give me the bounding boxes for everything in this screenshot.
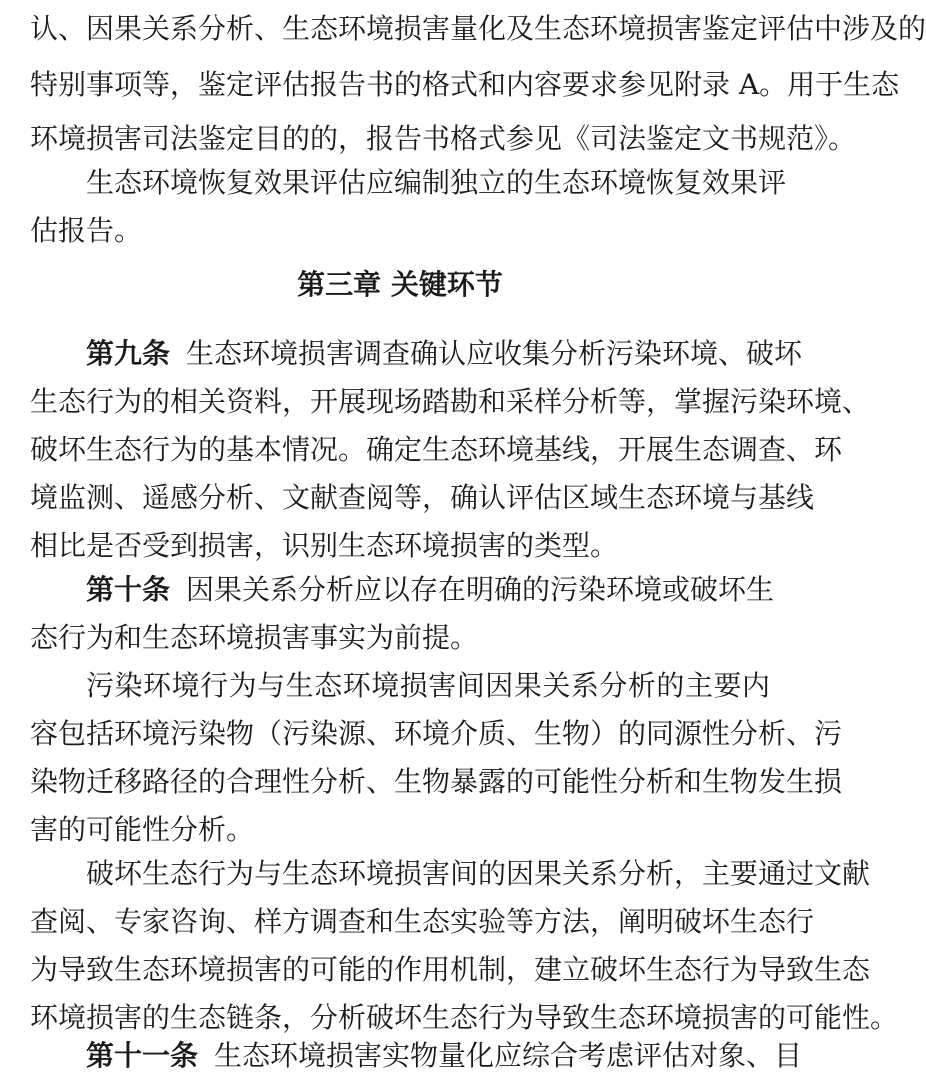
body-line: 环境损害的生态链条，分析破坏生态行为导致生态环境损害的可能性。 [30,1001,899,1034]
article-first-line [86,335,803,373]
body-line: 生态环境恢复效果评估应编制独立的生态环境恢复效果评 [86,166,787,199]
document-page [30,0,926,1072]
body-line: 容包括环境污染物（污染源、环境介质、生物）的同源性分析、污 [30,717,843,750]
body-line: 境监测、遥感分析、文献查阅等，确认评估区域生态环境与基线 [30,481,815,514]
body-line: 污染环境行为与生态环境损害间因果关系分析的主要内 [86,669,770,702]
body-line: 破坏生态行为的基本情况。确定生态环境基线，开展生态调查、环 [30,433,843,466]
body-line: 特别事项等，鉴定评估报告书的格式和内容要求参见附录 A。用于生态 [30,68,900,101]
body-line: 染物迁移路径的合理性分析、生物暴露的可能性分析和生物发生损 [30,765,843,798]
article-text: 因果关系分析应以存在明确的污染环境或破坏生 [186,573,775,606]
body-line: 相比是否受到损害，识别生态环境损害的类型。 [30,529,619,562]
body-line: 估报告。 [30,214,143,247]
article-number: 第十条 [86,573,171,606]
body-line: 认、因果关系分析、生态环境损害量化及生态环境损害鉴定评估中涉及的 [30,12,926,45]
body-line: 环境损害司法鉴定目的的，报告书格式参见《司法鉴定文书规范》。 [30,122,857,155]
body-line: 生态行为的相关资料，开展现场踏勘和采样分析等，掌握污染环境、 [30,385,871,418]
body-line: 破坏生态行为与生态环境损害间的因果关系分析，主要通过文献 [86,857,871,890]
body-line: 害的可能性分析。 [30,813,255,846]
article-first-line [86,571,775,609]
chapter-heading: 第三章 关键环节 [297,268,503,301]
body-line: 为导致生态环境损害的可能的作用机制，建立破坏生态行为导致生态 [30,953,871,986]
body-line: 态行为和生态环境损害事实为前提。 [30,621,479,654]
article-first-line [86,1037,803,1075]
article-text: 生态环境损害调查确认应收集分析污染环境、破坏 [186,337,803,370]
body-line: 查阅、专家咨询、样方调查和生态实验等方法，阐明破坏生态行 [30,905,815,938]
article-text: 生态环境损害实物量化应综合考虑评估对象、目 [214,1039,803,1072]
article-number: 第九条 [86,337,171,370]
article-number: 第十一条 [86,1039,199,1072]
